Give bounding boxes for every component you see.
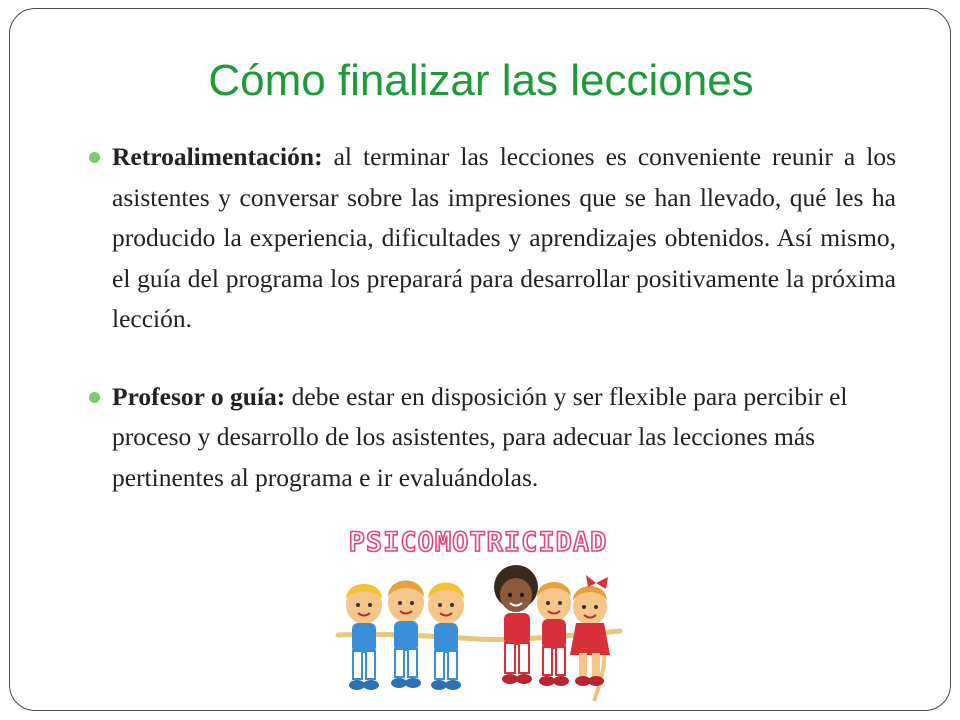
bullet-item-profesor <box>88 377 896 499</box>
bullet-list <box>88 137 896 498</box>
bullet-item-retroalimentacion <box>88 137 896 340</box>
tug-of-war-illustration <box>328 513 628 709</box>
kid-figure <box>494 565 538 684</box>
kid-figure <box>537 582 571 686</box>
slide-frame <box>9 8 951 711</box>
bullet-text: al terminar las lecciones es conveniente reunir a los asistentes y conversar sobre las impresiones que se han llevado, qué les ha producido la experiencia, dificultades y aprendizajes obtenidos. Así mismo, el guía del programa los preparará para desarrollar positivamente la próxima lección. <box>112 142 896 333</box>
bullet-term: Retroalimentación: <box>112 142 323 171</box>
illustration-caption: PSICOMOTRICIDAD <box>348 527 608 558</box>
bullet-dot <box>89 152 100 163</box>
bullet-dot <box>89 392 100 403</box>
slide-title: Cómo finalizar las lecciones <box>208 56 754 105</box>
bullet-text: debe estar en disposición y ser flexible para percibir el proceso y desarrollo de los asistentes, para adecuar las lecciones más pertinentes al programa e ir evaluándolas. <box>112 381 848 492</box>
bullet-term: Profesor o guía: <box>112 381 286 411</box>
